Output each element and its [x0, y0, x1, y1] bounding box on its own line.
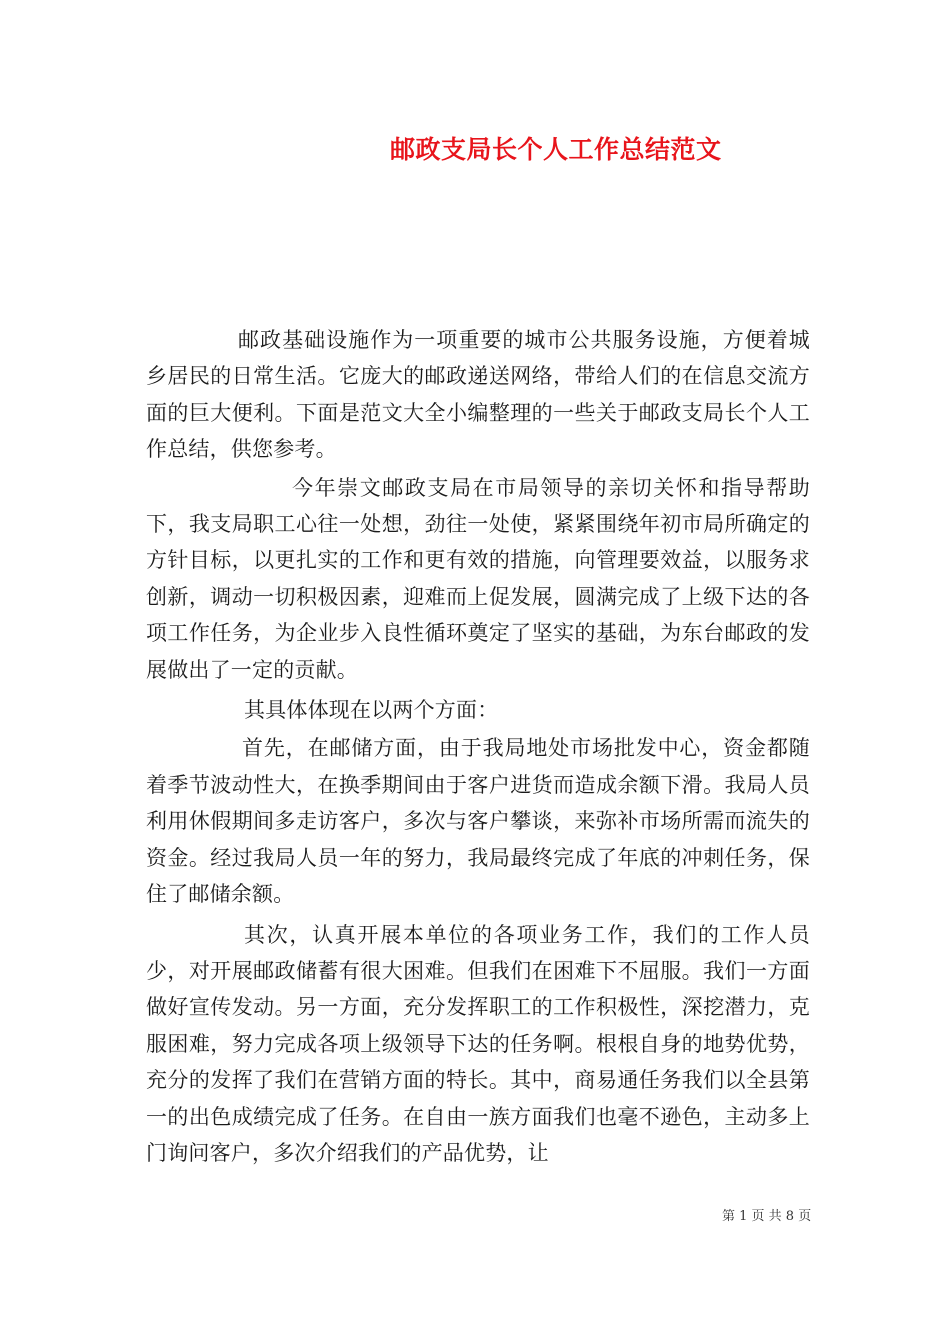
paragraph-aspects-heading: 其具体体现在以两个方面：	[244, 698, 499, 723]
document-body	[146, 322, 810, 1171]
paragraph-overview: 今年崇文邮政支局在市局领导的亲切关怀和指导帮助下，我支局职工心往一处想，劲往一处使，紧紧围绕年初市局所确定的方针目标，以更扎实的工作和更有效的措施，向管理要效益，以服务求创新，调动一切积极因素，迎难而上促发展，圆满完成了上级下达的各项工作任务，为企业步入良性循环奠定了坚实的基础，为东台邮政的发展做出了一定的贡献。	[146, 475, 810, 682]
page-number: 第 1 页 共 8 页	[722, 1209, 812, 1224]
paragraph-first: 首先，在邮储方面，由于我局地处市场批发中心，资金都随着季节波动性大，在换季期间由于客户进货而造成余额下滑。我局人员利用休假期间多走访客户，多次与客户攀谈，来弥补市场所需而流失的资金。经过我局人员一年的努力，我局最终完成了年底的冲刺任务，保住了邮储余额。	[146, 736, 810, 907]
paragraph-second: 其次，认真开展本单位的各项业务工作，我们的工作人员少，对开展邮政储蓄有很大困难。但我们在困难下不屈服。我们一方面做好宣传发动。另一方面，充分发挥职工的工作积极性，深挖潜力，克服困难，努力完成各项上级领导下达的任务啊。根根自身的地势优势，充分的发挥了我们在营销方面的特长。其中，商易通任务我们以全县第一的出色成绩完成了任务。在自由一族方面我们也毫不逊色，主动多上门询问客户，多次介绍我们的产品优势，让	[146, 922, 810, 1165]
document-title: 邮政支局长个人工作总结范文	[390, 135, 722, 164]
paragraph-intro: 邮政基础设施作为一项重要的城市公共服务设施，方便着城乡居民的日常生活。它庞大的邮政递送网络，带给人们的在信息交流方面的巨大便利。下面是范文大全小编整理的一些关于邮政支局长个人工作总结，供您参考。	[146, 328, 810, 462]
